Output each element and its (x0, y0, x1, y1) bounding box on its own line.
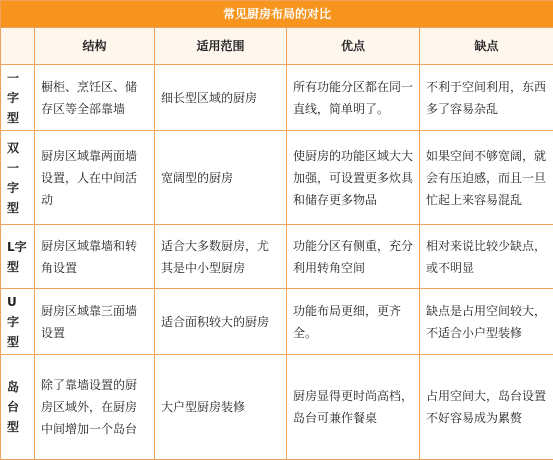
table-row (1, 289, 553, 355)
structure-cell: 橱柜、烹饪区、储存区等全部靠墙 (35, 65, 155, 131)
cons-cell: 占用空间大，岛台设置不好容易成为累赘 (420, 355, 553, 460)
header-scope: 适用范围 (155, 28, 287, 65)
layout-type-label: U字 (7, 294, 20, 329)
pros-cell: 功能分区有侧重，充分利用转角空间 (287, 225, 420, 289)
table-row (1, 355, 553, 460)
layout-type-label: 一字 (7, 70, 20, 105)
pros-cell: 使厨房的功能区域大大加强，可设置更多炊具和储存更多物品 (287, 131, 420, 225)
table-row (1, 225, 553, 289)
table-row (1, 131, 553, 225)
layout-type-cell (1, 225, 35, 289)
scope-cell: 适合面积较大的厨房 (155, 289, 287, 355)
cons-cell: 不利于空间利用，东西多了容易杂乱 (420, 65, 553, 131)
header-cons: 缺点 (420, 28, 553, 65)
layout-type-cell (1, 289, 35, 355)
layout-type-cell (1, 131, 35, 225)
layout-type-cell (1, 65, 35, 131)
table-title: 常见厨房布局的对比 (1, 1, 553, 28)
structure-cell: 厨房区域靠三面墙设置 (35, 289, 155, 355)
scope-cell: 细长型区域的厨房 (155, 65, 287, 131)
pros-cell: 功能布局更细，更齐全。 (287, 289, 420, 355)
cons-cell: 缺点是占用空间较大，不适合小户型装修 (420, 289, 553, 355)
table-title-row (1, 1, 553, 28)
layout-type-label: 岛台 (7, 380, 20, 414)
layout-type-label: 型 (7, 259, 20, 274)
scope-cell: 适合大多数厨房，尤其是中小型厨房 (155, 225, 287, 289)
layout-type-label: 型 (7, 334, 20, 349)
header-corner (1, 28, 35, 65)
cons-cell: 相对来说比较少缺点，或不明显 (420, 225, 553, 289)
pros-cell: 所有功能分区都在同一直线，简单明了。 (287, 65, 420, 131)
layout-type-cell (1, 355, 35, 460)
pros-cell: 厨房显得更时尚高档，岛台可兼作餐桌 (287, 355, 420, 460)
structure-cell: 厨房区域靠两面墙设置，人在中间活动 (35, 131, 155, 225)
header-row (1, 28, 553, 65)
layout-type-label: 型 (7, 420, 20, 434)
cons-cell: 如果空间不够宽阔，就会有压迫感，而且一旦忙起上来容易混乱 (420, 131, 553, 225)
table-row (1, 65, 553, 131)
header-pros: 优点 (287, 28, 420, 65)
structure-cell: 除了靠墙设置的厨房区域外，在厨房中间增加一个岛台 (35, 355, 155, 460)
layout-type-label: 型 (7, 110, 20, 125)
scope-cell: 大户型厨房装修 (155, 355, 287, 460)
header-structure: 结构 (35, 28, 155, 65)
structure-cell: 厨房区域靠墙和转角设置 (35, 225, 155, 289)
layout-type-label: 双一 (7, 140, 20, 175)
layout-type-label: 字型 (7, 180, 20, 215)
layout-type-label: L字 (7, 239, 27, 254)
scope-cell: 宽阔型的厨房 (155, 131, 287, 225)
